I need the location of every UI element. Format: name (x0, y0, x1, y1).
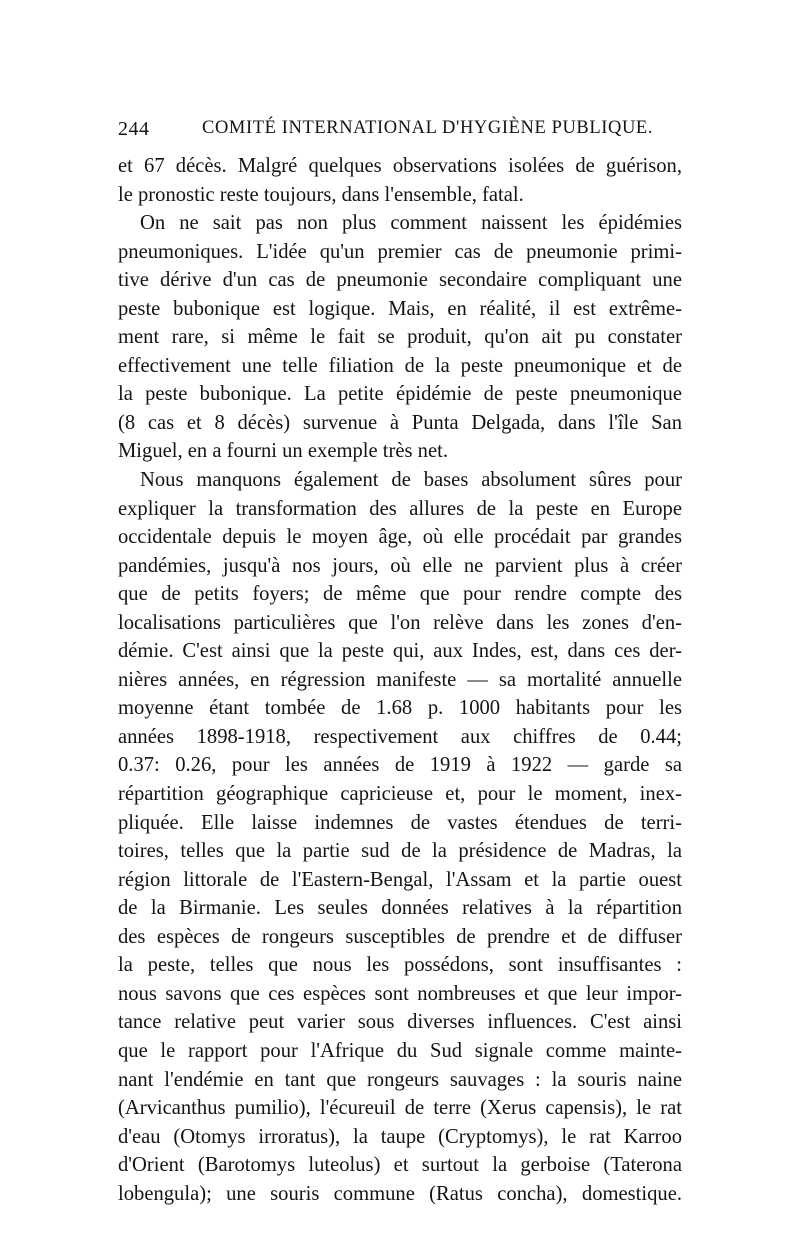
text-line: que le rapport pour l'Afrique du Sud signale comme mainte- (118, 1039, 682, 1062)
text-line: années 1898-1918, respectivement aux chiffres de 0.44; (118, 725, 682, 748)
paragraph-start-line: Nous manquons également de bases absolument sûres pour (140, 469, 682, 492)
text-line: la peste, telles que nous les possédons, sont insuffisantes : (118, 954, 682, 977)
text-line: expliquer la transformation des allures de la peste en Europe (118, 497, 682, 520)
text-line: d'Orient (Barotomys luteolus) et surtout la gerboise (Taterona (118, 1154, 682, 1177)
text-line: nières années, en régression manifeste — sa mortalité annuelle (118, 668, 682, 691)
text-line: toires, telles que la partie sud de la présidence de Madras, la (118, 840, 682, 863)
text-line: (Arvicanthus pumilio), l'écureuil de terre (Xerus capensis), le rat (118, 1097, 682, 1120)
text-line: pliquée. Elle laisse indemnes de vastes étendues de terri- (118, 811, 682, 834)
text-line: de la Birmanie. Les seules données relatives à la répartition (118, 897, 682, 920)
page-number: 244 (118, 118, 150, 140)
running-title: COMITÉ INTERNATIONAL D'HYGIÈNE PUBLIQUE. (202, 118, 654, 138)
text-line: ment rare, si même le fait se produit, qu'on ait pu constater (118, 326, 682, 349)
text-line: peste bubonique est logique. Mais, en réalité, il est extrême- (118, 297, 682, 320)
text-line: Miguel, en a fourni un exemple très net. (118, 440, 448, 463)
text-line: répartition géographique capricieuse et, pour le moment, inex- (118, 783, 682, 806)
text-line: nous savons que ces espèces sont nombreuses et que leur impor- (118, 982, 682, 1005)
text-line: le pronostic reste toujours, dans l'ensemble, fatal. (118, 183, 524, 206)
text-line: d'eau (Otomys irroratus), la taupe (Cryptomys), le rat Karroo (118, 1125, 682, 1148)
text-line: tance relative peut varier sous diverses influences. C'est ainsi (118, 1011, 682, 1034)
text-line: nant l'endémie en tant que rongeurs sauvages : la souris naine (118, 1068, 682, 1091)
text-line: (8 cas et 8 décès) survenue à Punta Delgada, dans l'île San (118, 411, 682, 434)
text-line: effectivement une telle filiation de la peste pneumonique et de (118, 354, 682, 377)
text-line: pandémies, jusqu'à nos jours, où elle ne parvient plus à créer (118, 554, 682, 577)
text-line: localisations particulières que l'on relève dans les zones d'en- (118, 611, 682, 634)
text-line: occidentale depuis le moyen âge, où elle procédait par grandes (118, 526, 682, 549)
body-text (118, 152, 682, 1208)
running-head (118, 118, 680, 144)
text-line: démie. C'est ainsi que la peste qui, aux Indes, est, dans ces der- (118, 640, 682, 663)
text-line: que de petits foyers; de même que pour rendre compte des (118, 583, 682, 606)
text-line: tive dérive d'un cas de pneumonie secondaire compliquant une (118, 269, 682, 292)
text-line: 0.37: 0.26, pour les années de 1919 à 1922 — garde sa (118, 754, 682, 777)
text-line: et 67 décès. Malgré quelques observations isolées de guérison, (118, 155, 682, 177)
text-line: moyenne étant tombée de 1.68 p. 1000 habitants pour les (118, 697, 682, 720)
text-line: la peste bubonique. La petite épidémie de peste pneumonique (118, 383, 682, 406)
text-line: lobengula); une souris commune (Ratus concha), domestique. (118, 1182, 682, 1205)
paragraph-start-line: On ne sait pas non plus comment naissent les épidémies (140, 212, 682, 235)
text-line: région littorale de l'Eastern-Bengal, l'Assam et la partie ouest (118, 868, 682, 891)
text-line: des espèces de rongeurs susceptibles de prendre et de diffuser (118, 925, 682, 948)
text-line: pneumoniques. L'idée qu'un premier cas de pneumonie primi- (118, 240, 682, 263)
